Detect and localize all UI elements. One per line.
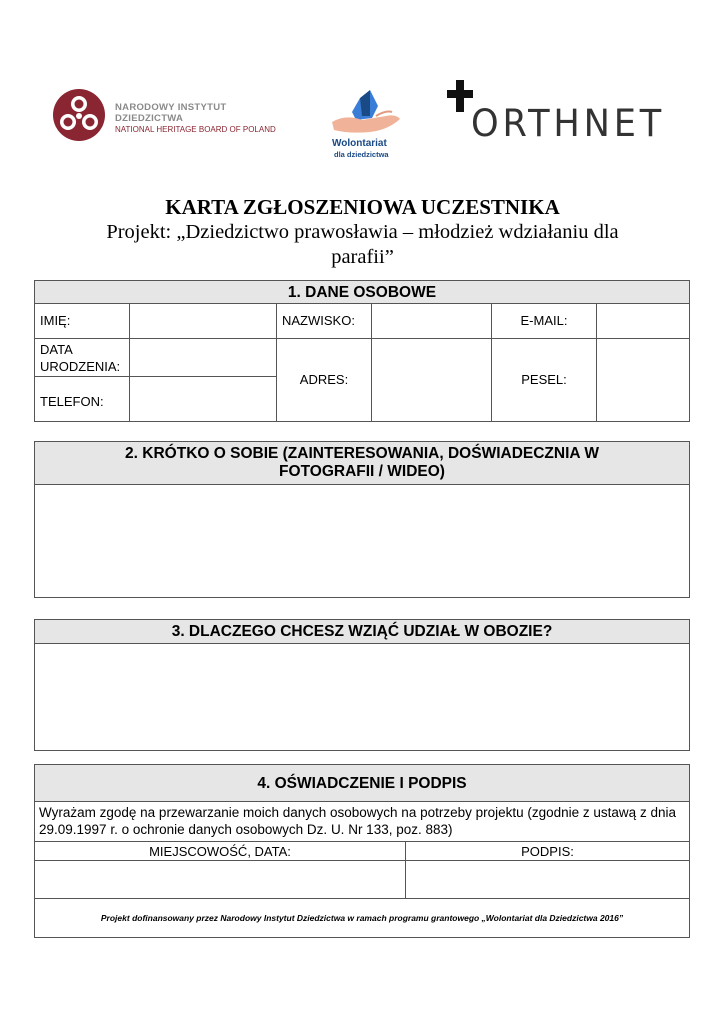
section-why-camp: [34, 619, 690, 751]
field-pesel[interactable]: [597, 339, 689, 421]
section-personal-data: [34, 280, 690, 422]
wolontariat-hand-icon: [326, 86, 406, 138]
section-2-heading-line2: FOTOGRAFII / WIDEO): [279, 463, 445, 480]
label-adres: ADRES:: [277, 339, 372, 421]
section-1-heading: 1. DANE OSOBOWE: [35, 281, 689, 304]
label-data-urodzenia: [35, 339, 130, 377]
form-title-sub-line2: parafii”: [331, 246, 394, 268]
why-camp-textarea[interactable]: [35, 643, 689, 750]
label-data-line2: URODZENIA:: [40, 359, 121, 374]
label-imie: IMIĘ:: [35, 303, 130, 339]
section-3-heading: 3. DLACZEGO CHCESZ WZIĄĆ UDZIAŁ W OBOZIE?: [35, 620, 689, 644]
nid-name-line1: NARODOWY INSTYTUT: [115, 102, 227, 113]
section-2-heading-line1: 2. KRÓTKO O SOBIE (ZAINTERESOWANIA, DOŚWIADECZNIA W: [125, 445, 599, 462]
form-title: [40, 194, 685, 270]
orthnet-name: ORTHNET: [471, 102, 666, 145]
field-adres[interactable]: [372, 339, 492, 421]
orthnet-cross-icon: [447, 80, 473, 114]
label-email: E-MAIL:: [492, 303, 597, 339]
label-signature: PODPIS:: [406, 842, 689, 861]
label-pesel: PESEL:: [492, 339, 597, 421]
section-4-heading: 4. OŚWIADCZENIE I PODPIS: [35, 765, 689, 802]
field-telefon[interactable]: [130, 377, 277, 421]
label-data-line1: DATA: [40, 342, 73, 357]
field-signature[interactable]: [406, 861, 689, 899]
field-nazwisko[interactable]: [372, 303, 492, 339]
orthnet-logo: [447, 78, 666, 145]
about-me-textarea[interactable]: [35, 485, 689, 597]
section-about-me: [34, 441, 690, 598]
funding-note: Projekt dofinansowany przez Narodowy Instytut Dziedzictwa w ramach programu grantowego „Wolontariat dla Dziedzictwa 2016”: [100, 913, 624, 923]
nid-name-line2: DZIEDZICTWA: [115, 113, 184, 124]
nid-name-line3: NATIONAL HERITAGE BOARD OF POLAND: [115, 125, 276, 134]
label-nazwisko: NAZWISKO:: [277, 303, 372, 339]
label-place-date: MIEJSCOWOŚĆ, DATA:: [35, 842, 406, 861]
field-data-urodzenia[interactable]: [130, 339, 277, 377]
field-place-date[interactable]: [35, 861, 406, 899]
nid-emblem-icon: [52, 88, 106, 142]
field-email[interactable]: [597, 303, 689, 339]
form-title-sub-line1: Projekt: „Dziedzictwo prawosławia – młodzież wdziałaniu dla: [106, 221, 619, 243]
wolontariat-line1: Wolontariat: [332, 138, 387, 149]
field-imie[interactable]: [130, 303, 277, 339]
wolontariat-logo: [326, 86, 406, 162]
section-declaration: [34, 764, 690, 938]
nid-logo: [52, 88, 276, 144]
section-2-heading: [35, 442, 689, 485]
consent-text: Wyrażam zgodę na przewarzanie moich danych osobowych na potrzeby projektu (zgodnie z ustawą z dnia 29.09.1997 r. o ochronie danych osobowych Dz. U. Nr 133, poz. 883): [35, 802, 689, 842]
form-title-main: KARTA ZGŁOSZENIOWA UCZESTNIKA: [165, 195, 560, 219]
label-telefon: TELEFON:: [35, 377, 130, 421]
wolontariat-line2: dla dziedzictwa: [334, 150, 389, 159]
